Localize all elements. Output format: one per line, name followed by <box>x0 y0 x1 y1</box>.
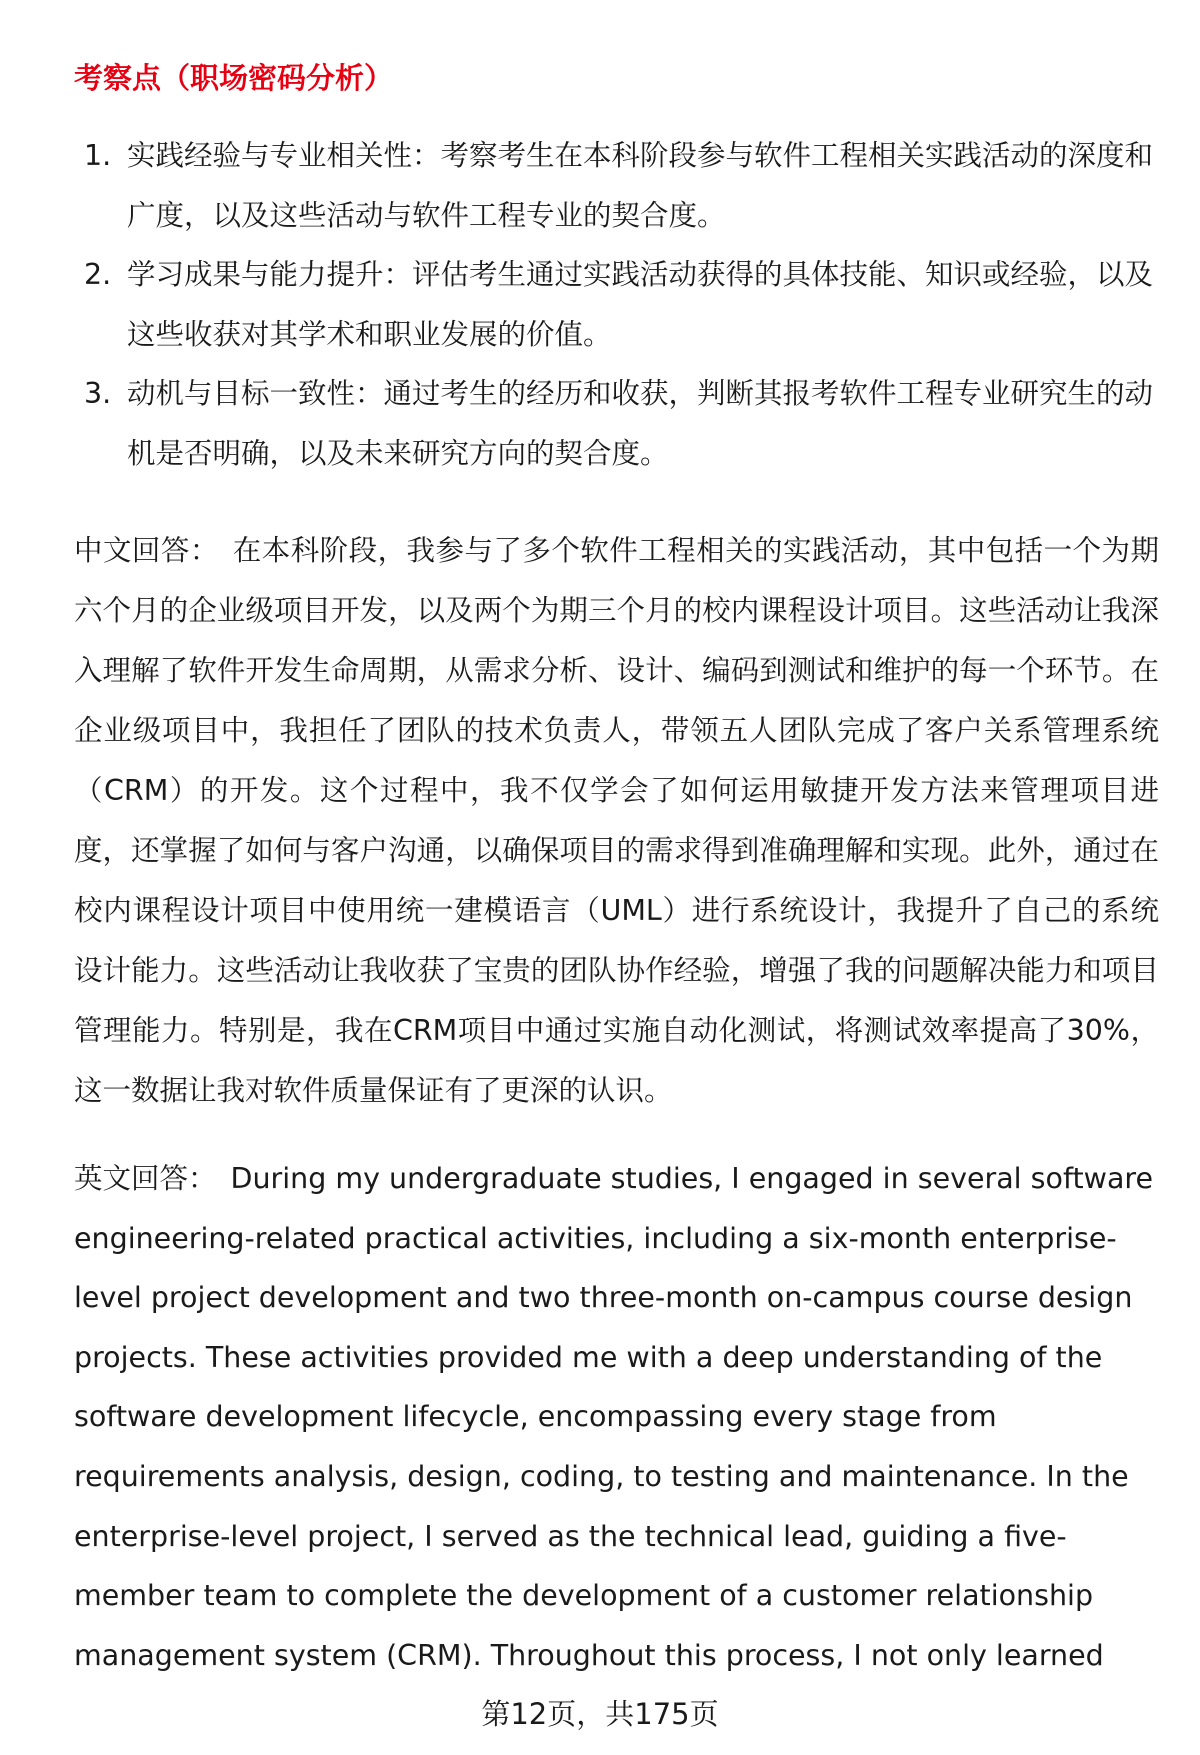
page-number-footer: 第12页，共175页 <box>481 1697 719 1731</box>
chinese-answer-paragraph <box>74 521 1159 1121</box>
list-item-number: 1. <box>84 139 112 172</box>
assessment-points-list <box>74 126 1159 483</box>
list-item <box>74 126 1159 245</box>
english-answer-paragraph <box>74 1149 1159 1685</box>
list-item <box>74 364 1159 483</box>
list-item-text: 学习成果与能力提升：评估考生通过实践活动获得的具体技能、知识或经验，以及这些收获对其学术和职业发展的价值。 <box>127 258 1154 351</box>
list-item-text: 动机与目标一致性：通过考生的经历和收获，判断其报考软件工程专业研究生的动机是否明确，以及未来研究方向的契合度。 <box>127 377 1154 470</box>
list-item <box>74 245 1159 364</box>
chinese-answer-label: 中文回答： <box>74 534 219 567</box>
english-answer-text: During my undergraduate studies, I engaged in several software engineering-related practical activities, including a six-month enterprise-level project development and two three-month on-campus course design projects. These activities provided me with a deep understanding of the software development lifecycle, encompassing every stage from requirements analysis, design, coding, to testing and maintenance. In the enterprise-level project, I served as the technical lead, guiding a five-member team to complete the development of a customer relationship management system (CRM). Throughout this process, I not only learned <box>74 1162 1154 1672</box>
list-item-number: 2. <box>84 258 112 291</box>
chinese-answer-text: 在本科阶段，我参与了多个软件工程相关的实践活动，其中包括一个为期六个月的企业级项目开发，以及两个为期三个月的校内课程设计项目。这些活动让我深入理解了软件开发生命周期，从需求分析、设计、编码到测试和维护的每一个环节。在企业级项目中，我担任了团队的技术负责人，带领五人团队完成了客户关系管理系统（CRM）的开发。这个过程中，我不仅学会了如何运用敏捷开发方法来管理项目进度，还掌握了如何与客户沟通，以确保项目的需求得到准确理解和实现。此外，通过在校内课程设计项目中使用统一建模语言（UML）进行系统设计，我提升了自己的系统设计能力。这些活动让我收获了宝贵的团队协作经验，增强了我的问题解决能力和项目管理能力。特别是，我在CRM项目中通过实施自动化测试，将测试效率提高了30%，这一数据让我对软件质量保证有了更深的认识。 <box>74 534 1159 1107</box>
list-item-text: 实践经验与专业相关性：考察考生在本科阶段参与软件工程相关实践活动的深度和广度，以及这些活动与软件工程专业的契合度。 <box>127 139 1154 232</box>
english-answer-label: 英文回答： <box>74 1162 217 1195</box>
list-item-number: 3. <box>84 377 112 410</box>
document-page <box>74 58 1159 1713</box>
section-title: 考察点（职场密码分析） <box>74 61 394 95</box>
